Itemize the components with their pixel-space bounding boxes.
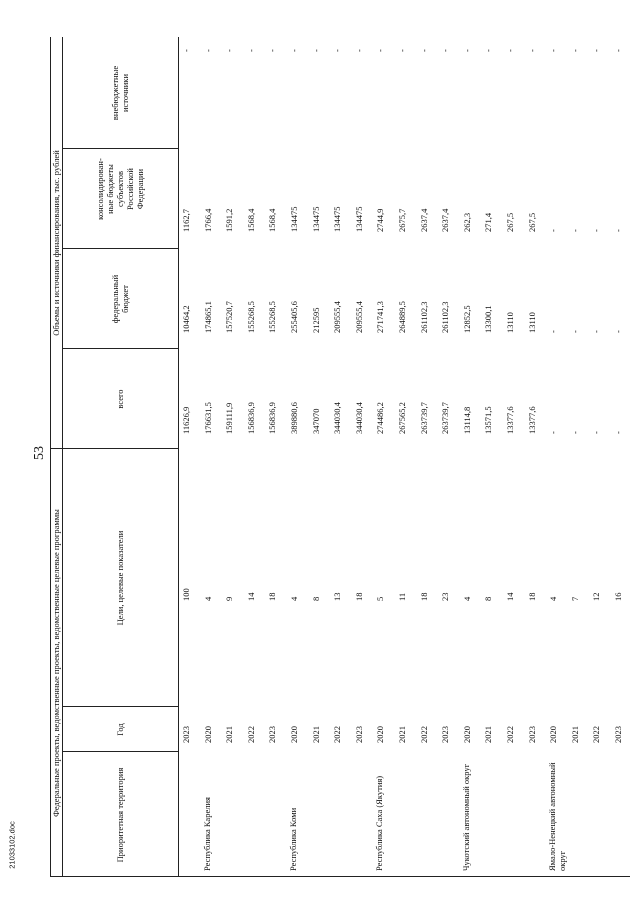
cell-total: 13377,6 bbox=[505, 406, 515, 434]
cell-federal: 212595 bbox=[310, 307, 321, 333]
cell-extra: - bbox=[289, 49, 299, 52]
cell-total: 347070 bbox=[310, 408, 321, 434]
cell-total: 159111,9 bbox=[224, 402, 235, 434]
cell-year: 2022 bbox=[505, 726, 515, 743]
col-divider-5 bbox=[62, 148, 178, 149]
cell-year: 2020 bbox=[548, 726, 559, 743]
cell-extra: - bbox=[397, 49, 407, 52]
header-total: всего bbox=[115, 389, 125, 409]
cell-extra: - bbox=[613, 49, 623, 52]
cell-regional: 134475 bbox=[353, 206, 364, 232]
header-bottom-border bbox=[178, 37, 179, 877]
cell-total: 267565,2 bbox=[397, 402, 407, 434]
cell-federal: 174865,1 bbox=[202, 301, 213, 333]
cell-total: 176631,5 bbox=[202, 402, 213, 434]
cell-total: 263739,7 bbox=[440, 402, 451, 434]
cell-goal: 4 bbox=[289, 596, 299, 601]
cell-goal: 18 bbox=[418, 592, 429, 601]
cell-regional: - bbox=[569, 229, 580, 232]
header-extrabudget: внебюджетные источники bbox=[110, 65, 130, 121]
cell-total: 13377,6 bbox=[526, 406, 537, 434]
cell-extra: - bbox=[181, 49, 191, 52]
cell-regional: 2637,4 bbox=[440, 208, 451, 232]
cell-goal: 5 bbox=[375, 596, 386, 601]
cell-federal: 209555,4 bbox=[332, 301, 343, 333]
cell-goal: 8 bbox=[483, 596, 494, 601]
cell-regional: 134475 bbox=[289, 206, 299, 232]
cell-year: 2022 bbox=[418, 726, 429, 743]
cell-goal: 12 bbox=[591, 592, 602, 601]
header-regional: консолидирован-ные бюджеты субъектов Российской Федерации bbox=[95, 158, 145, 220]
cell-territory: Республика Карелия bbox=[201, 797, 212, 871]
cell-goal: 8 bbox=[310, 596, 321, 601]
cell-territory: Ямало-Ненецкий автономный округ bbox=[547, 762, 568, 871]
cell-regional: 1568,4 bbox=[267, 208, 278, 232]
cell-year: 2020 bbox=[375, 726, 386, 743]
cell-goal: 18 bbox=[267, 592, 278, 601]
cell-extra: - bbox=[332, 49, 343, 52]
cell-year: 2021 bbox=[569, 726, 580, 743]
cell-total: - bbox=[591, 431, 602, 434]
cell-regional: 1766,4 bbox=[202, 208, 213, 232]
cell-goal: 18 bbox=[526, 592, 537, 601]
cell-total: - bbox=[548, 431, 559, 434]
cell-goal: 100 bbox=[181, 588, 191, 601]
cell-regional: - bbox=[591, 229, 602, 232]
cell-total: - bbox=[569, 431, 580, 434]
cell-total: 11626,9 bbox=[181, 406, 191, 434]
cell-regional: 1162,7 bbox=[181, 208, 191, 232]
cell-extra: - bbox=[591, 49, 602, 52]
cell-federal: 155268,5 bbox=[245, 301, 256, 333]
cell-territory: Республика Коми bbox=[288, 807, 298, 871]
cell-year: 2022 bbox=[332, 726, 343, 743]
cell-regional: 2637,4 bbox=[418, 208, 429, 232]
cell-year: 2023 bbox=[613, 726, 623, 743]
cell-total: 274486,2 bbox=[375, 402, 386, 434]
table-left-border bbox=[50, 876, 630, 877]
cell-federal: 255405,6 bbox=[289, 301, 299, 333]
cell-goal: 16 bbox=[613, 592, 623, 601]
cell-federal: 13110 bbox=[505, 312, 515, 333]
cell-regional: 262,3 bbox=[461, 212, 472, 232]
cell-regional: 1591,2 bbox=[224, 208, 235, 232]
cell-goal: 7 bbox=[569, 596, 580, 601]
col-divider-4 bbox=[62, 248, 178, 249]
cell-year: 2021 bbox=[310, 726, 321, 743]
cell-extra: - bbox=[461, 49, 472, 52]
cell-territory: Республика Саха (Якутия) bbox=[374, 775, 385, 871]
cell-goal: 4 bbox=[548, 596, 559, 601]
cell-goal: 9 bbox=[224, 596, 235, 601]
cell-regional: 2744,9 bbox=[375, 208, 386, 232]
cell-regional: 2675,7 bbox=[397, 208, 407, 232]
cell-extra: - bbox=[267, 49, 278, 52]
cell-regional: 271,4 bbox=[483, 212, 494, 232]
cell-federal: 261102,3 bbox=[418, 301, 429, 333]
cell-extra: - bbox=[526, 49, 537, 52]
rotated-table bbox=[50, 37, 630, 877]
header-group-projects: Федеральные проекты, ведомственные проекты, ведомственные целевые программы bbox=[51, 509, 61, 817]
cell-total: 13114,8 bbox=[461, 406, 472, 434]
cell-total: 389880,6 bbox=[289, 402, 299, 434]
cell-regional: 1568,4 bbox=[245, 208, 256, 232]
cell-regional: 134475 bbox=[332, 206, 343, 232]
page-number: 53 bbox=[32, 446, 47, 460]
header-goals: Цели, целевые показатели bbox=[115, 530, 125, 626]
cell-year: 2020 bbox=[289, 726, 299, 743]
cell-year: 2021 bbox=[483, 726, 494, 743]
cell-regional: 267,5 bbox=[526, 212, 537, 232]
cell-regional: 267,5 bbox=[505, 212, 515, 232]
cell-federal: - bbox=[591, 330, 602, 333]
cell-territory: Чукотский автономный округ bbox=[460, 763, 471, 871]
cell-federal: - bbox=[569, 330, 580, 333]
cell-goal: 4 bbox=[202, 596, 213, 601]
cell-extra: - bbox=[483, 49, 494, 52]
cell-federal: 209555,4 bbox=[353, 301, 364, 333]
header-group-financing: Объемы и источники финансирования, тыс. рублей bbox=[51, 150, 61, 336]
cell-goal: 4 bbox=[461, 596, 472, 601]
cell-extra: - bbox=[569, 49, 580, 52]
cell-goal: 13 bbox=[332, 592, 343, 601]
cell-extra: - bbox=[310, 49, 321, 52]
cell-year: 2023 bbox=[526, 726, 537, 743]
cell-total: 156836,9 bbox=[245, 402, 256, 434]
cell-extra: - bbox=[418, 49, 429, 52]
cell-regional: - bbox=[613, 229, 623, 232]
cell-year: 2020 bbox=[461, 726, 472, 743]
cell-federal: 10464,2 bbox=[181, 305, 191, 333]
header-territory: Приоритетная территория bbox=[115, 767, 125, 863]
cell-extra: - bbox=[375, 49, 386, 52]
cell-total: 13571,5 bbox=[483, 406, 494, 434]
cell-total: 344030,4 bbox=[353, 402, 364, 434]
cell-federal: 157520,7 bbox=[224, 301, 235, 333]
cell-regional: 134475 bbox=[310, 206, 321, 232]
cell-federal: 13110 bbox=[526, 312, 537, 333]
header-federal: федеральный бюджет bbox=[110, 274, 130, 324]
cell-federal: 264889,5 bbox=[397, 301, 407, 333]
cell-year: 2023 bbox=[181, 726, 191, 743]
cell-goal: 14 bbox=[245, 592, 256, 601]
cell-regional: - bbox=[548, 229, 559, 232]
cell-year: 2023 bbox=[267, 726, 278, 743]
cell-federal: - bbox=[613, 330, 623, 333]
cell-total: 156836,9 bbox=[267, 402, 278, 434]
cell-year: 2021 bbox=[224, 726, 235, 743]
cell-year: 2023 bbox=[440, 726, 451, 743]
cell-federal: 271741,3 bbox=[375, 301, 386, 333]
cell-federal: 13300,1 bbox=[483, 305, 494, 333]
cell-extra: - bbox=[353, 49, 364, 52]
cell-federal: 12852,5 bbox=[461, 305, 472, 333]
header-year: Год bbox=[115, 723, 125, 736]
cell-extra: - bbox=[245, 49, 256, 52]
cell-extra: - bbox=[440, 49, 451, 52]
cell-extra: - bbox=[202, 49, 213, 52]
cell-total: - bbox=[613, 431, 623, 434]
cell-extra: - bbox=[224, 49, 235, 52]
cell-year: 2022 bbox=[591, 726, 602, 743]
cell-year: 2023 bbox=[353, 726, 364, 743]
cell-total: 344030,4 bbox=[332, 402, 343, 434]
cell-goal: 11 bbox=[397, 592, 407, 601]
cell-goal: 18 bbox=[353, 592, 364, 601]
cell-year: 2022 bbox=[245, 726, 256, 743]
cell-goal: 23 bbox=[440, 592, 451, 601]
cell-federal: 155268,5 bbox=[267, 301, 278, 333]
cell-goal: 14 bbox=[505, 592, 515, 601]
cell-federal: - bbox=[548, 330, 559, 333]
cell-year: 2021 bbox=[397, 726, 407, 743]
cell-year: 2020 bbox=[202, 726, 213, 743]
footer-filename: 21033102.doc bbox=[7, 821, 17, 869]
cell-extra: - bbox=[505, 49, 515, 52]
cell-extra: - bbox=[548, 49, 559, 52]
cell-federal: 261102,3 bbox=[440, 301, 451, 333]
cell-total: 263739,7 bbox=[418, 402, 429, 434]
